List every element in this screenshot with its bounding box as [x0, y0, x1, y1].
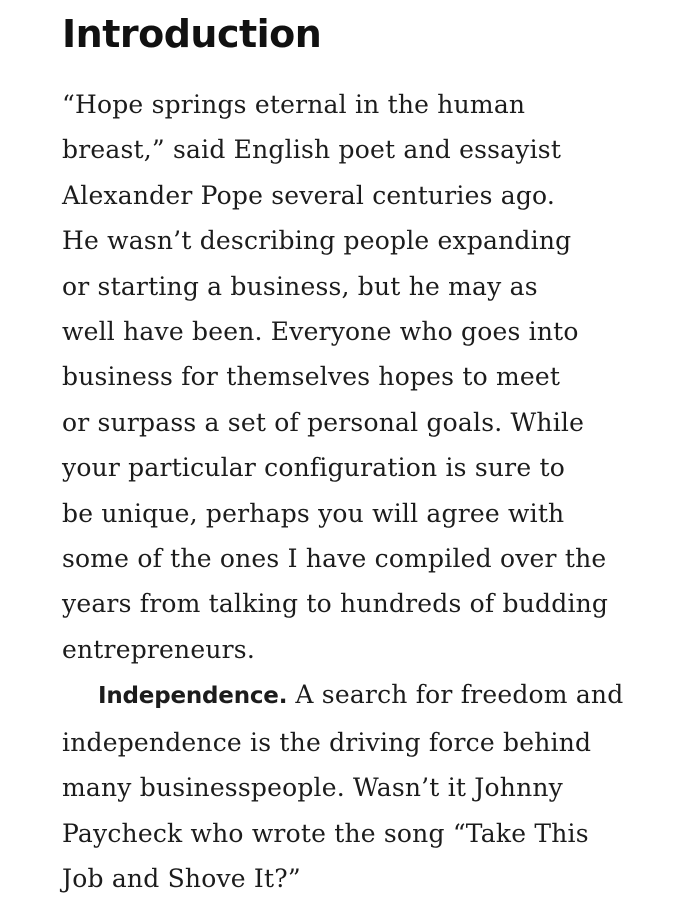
body-paragraph-independence [62, 672, 672, 901]
text-line: Alexander Pope several centuries ago. [62, 180, 556, 210]
text-line: your particular configuration is sure to [62, 453, 565, 483]
text-line: “Hope springs eternal in the human [62, 90, 526, 119]
text-line: well have been. Everyone who goes into [62, 317, 579, 347]
text-line: Job and Shove It?” [62, 863, 301, 893]
run-in-heading: Independence. [98, 683, 288, 710]
text-line: He wasn’t describing people expanding [62, 226, 572, 256]
text-line: entrepreneurs. [62, 634, 255, 664]
text-line: years from talking to hundreds of budding [62, 589, 609, 619]
text-line: be unique, perhaps you will agree with [62, 498, 565, 528]
text-line: breast,” said English poet and essayist [62, 135, 562, 165]
body-paragraph-intro [62, 82, 672, 672]
section-heading: Introduction [62, 12, 322, 56]
book-page [62, 10, 672, 901]
text-line: or starting a business, but he may as [62, 271, 538, 301]
text-line: Paycheck who wrote the song “Take This [62, 818, 589, 848]
text-line: some of the ones I have compiled over the [62, 544, 607, 574]
text-line-rest: A search for freedom and [287, 680, 624, 710]
text-line: business for themselves hopes to meet [62, 362, 561, 392]
text-line: or surpass a set of personal goals. While [62, 407, 585, 437]
text-line: independence is the driving force behind [62, 727, 592, 757]
text-line [62, 672, 672, 719]
text-line: many businesspeople. Wasn’t it Johnny [62, 773, 563, 803]
